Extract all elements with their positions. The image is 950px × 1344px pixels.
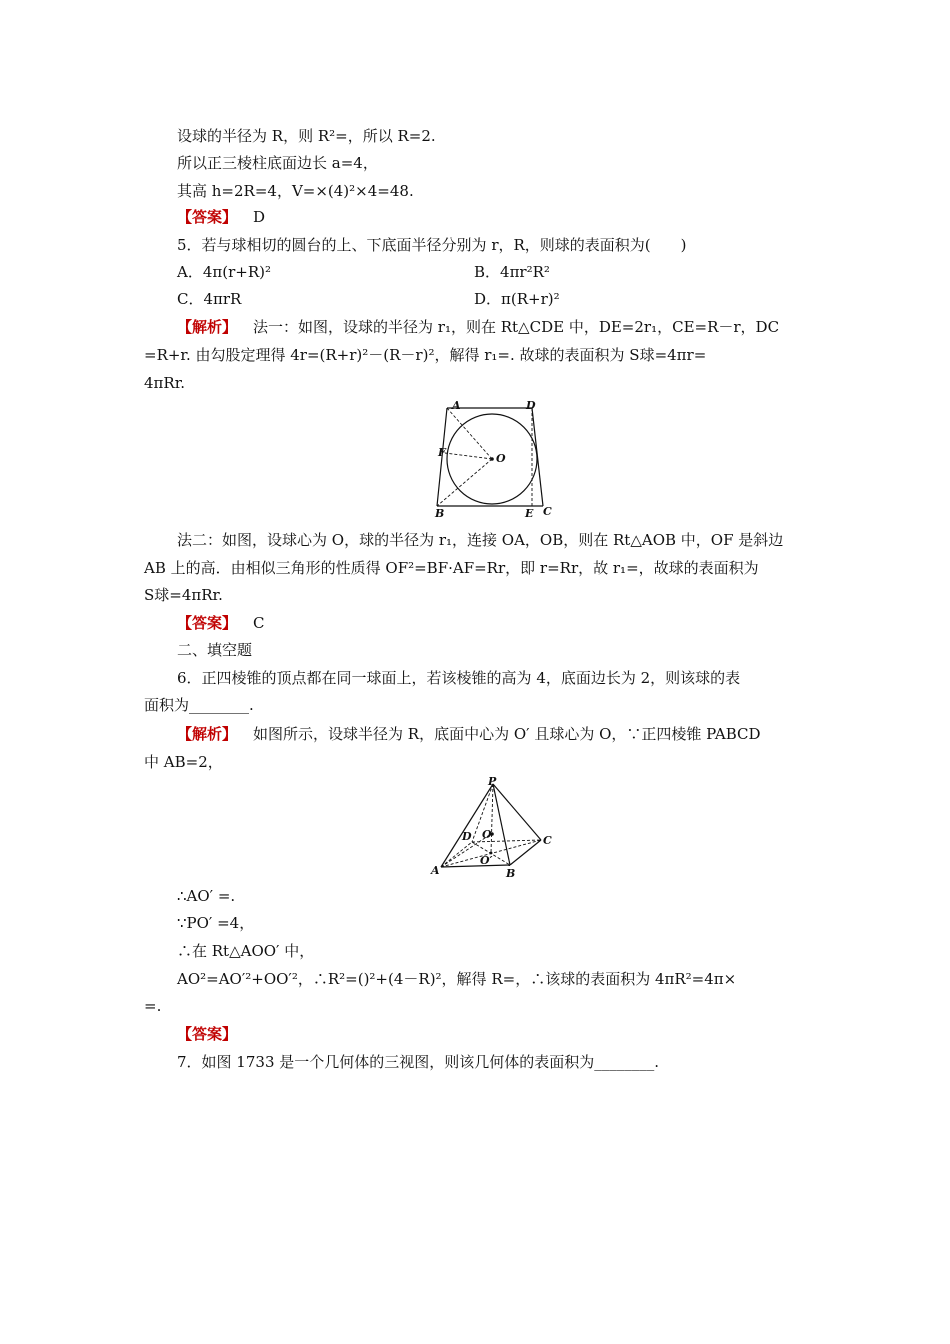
label-a: A — [452, 399, 461, 412]
text-line: 中 AB=2， — [144, 753, 223, 771]
pyramid-figure — [425, 776, 560, 880]
answer-line — [177, 1024, 253, 1044]
text-line: 其高 h=2R=4，V=×(4)²×4=48. — [177, 182, 414, 200]
label-c: C — [543, 505, 552, 518]
option-c: C．4πrR — [177, 290, 242, 308]
label-a: A — [431, 864, 440, 877]
text-line: ∵PO′ =4， — [177, 914, 255, 932]
text-line: AO²=AO′²+OO′²，∴R²=()²+(4－R)²，解得 R=，∴该球的表面积为 4πR²=4π× — [177, 970, 737, 988]
analysis-tag: 【解析】 — [177, 318, 238, 336]
text-line: 法二：如图，设球心为 O，球的半径为 r₁，连接 OA，OB，则在 Rt△AOB 中，OF 是斜边 — [177, 531, 784, 549]
frustum-circle-figure — [425, 398, 560, 520]
option-b: B．4πr²R² — [474, 263, 550, 281]
label-p: P — [488, 776, 497, 788]
analysis-tag: 【解析】 — [177, 725, 238, 743]
question-6: 6．正四棱锥的顶点都在同一球面上，若该棱锥的高为 4，底面边长为 2，则该球的表 — [177, 669, 741, 687]
analysis-line — [177, 724, 761, 744]
text-line: ∴在 Rt△AOO′ 中， — [177, 942, 315, 960]
analysis-line — [177, 317, 779, 337]
text-line: 面积为________. — [144, 696, 254, 714]
section-heading: 二、填空题 — [177, 641, 253, 659]
answer-line — [177, 207, 265, 227]
label-e: E — [525, 507, 534, 520]
option-d: D．π(R+r)² — [474, 290, 560, 308]
text-line: ∴AO′ =. — [177, 887, 236, 905]
label-o: O — [482, 828, 492, 841]
label-o-prime: O′ — [480, 854, 493, 867]
label-d: D — [462, 830, 472, 843]
text-line: 设球的半径为 R，则 R²=，所以 R=2. — [177, 127, 436, 145]
label-b: B — [435, 507, 445, 520]
answer-line — [177, 613, 265, 633]
text-line: 4πRr. — [144, 374, 185, 392]
option-a: A．4π(r+R)² — [177, 263, 271, 281]
analysis-text: 法一：如图，设球的半径为 r₁，则在 Rt△CDE 中，DE=2r₁，CE=R－r，DC — [253, 318, 780, 336]
answer-tag: 【答案】 — [177, 208, 238, 226]
answer-tag: 【答案】 — [177, 614, 238, 632]
question-5: 5．若与球相切的圆台的上、下底面半径分别为 r，R，则球的表面积为( ) — [177, 236, 687, 254]
answer-value: D — [253, 208, 266, 226]
text-line: S球=4πRr. — [144, 586, 223, 604]
answer-value: C — [253, 614, 265, 632]
label-b: B — [506, 867, 516, 880]
label-f: F — [438, 446, 446, 459]
text-line: 所以正三棱柱底面边长 a=4， — [177, 154, 378, 172]
text-line: =R+r. 由勾股定理得 4r=(R+r)²－(R－r)²，解得 r₁=. 故球的表面积为 S球=4πr= — [144, 346, 707, 364]
label-d: D — [526, 399, 536, 412]
text-line: =. — [144, 997, 162, 1015]
analysis-text: 如图所示，设球半径为 R，底面中心为 O′ 且球心为 O，∵正四棱锥 PABCD — [253, 725, 761, 743]
answer-tag: 【答案】 — [177, 1025, 238, 1043]
label-o: O — [496, 452, 506, 465]
label-c: C — [543, 834, 552, 847]
text-line: AB 上的高．由相似三角形的性质得 OF²=BF·AF=Rr，即 r=Rr，故 r₁=，故球的表面积为 — [144, 559, 759, 577]
question-7: 7．如图 1733 是一个几何体的三视图，则该几何体的表面积为________. — [177, 1053, 660, 1071]
